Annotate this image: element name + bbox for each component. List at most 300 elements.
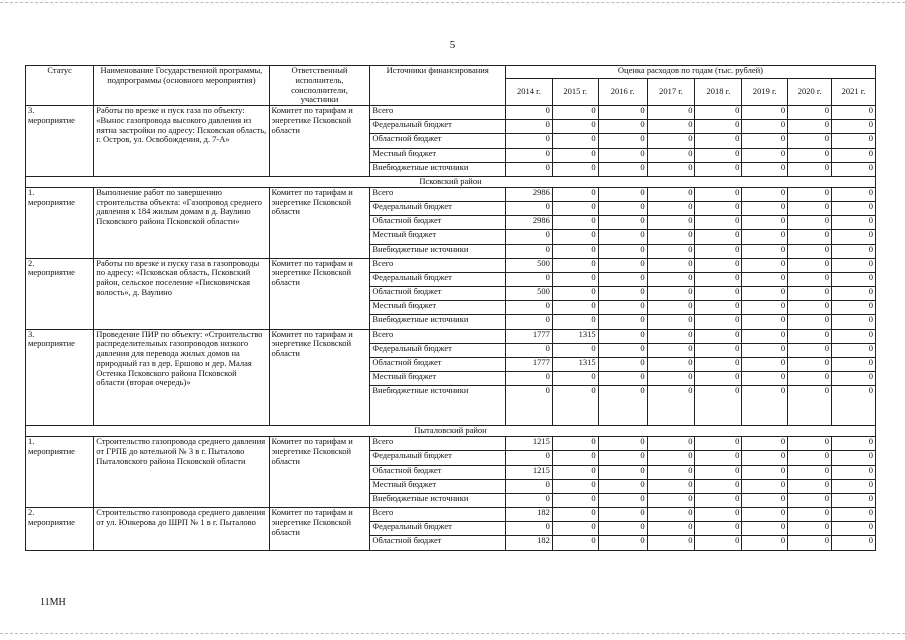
amount-cell: 500 [505, 287, 552, 301]
amount-cell: 0 [552, 522, 598, 536]
amount-cell: 0 [742, 272, 788, 286]
amount-cell: 0 [647, 258, 695, 272]
amount-cell: 0 [742, 465, 788, 479]
amount-cell: 0 [505, 522, 552, 536]
entry-status: 2. мероприятие [26, 508, 94, 551]
funding-source: Всего [370, 106, 506, 120]
funding-source: Местный бюджет [370, 230, 506, 244]
amount-cell: 0 [552, 244, 598, 258]
amount-cell: 0 [647, 508, 695, 522]
entry-responsible: Комитет по тарифам и энергетике Псковской области [269, 258, 370, 329]
amount-cell: 0 [695, 201, 742, 215]
header-year: 2020 г. [788, 79, 832, 106]
amount-cell: 0 [788, 465, 832, 479]
amount-cell: 0 [552, 451, 598, 465]
entry-status: 3. мероприятие [26, 329, 94, 426]
amount-cell: 0 [831, 493, 875, 507]
amount-cell: 0 [552, 272, 598, 286]
entry-responsible: Комитет по тарифам и энергетике Псковской области [269, 437, 370, 508]
amount-cell: 0 [742, 451, 788, 465]
funding-source: Областной бюджет [370, 134, 506, 148]
amount-cell: 0 [742, 301, 788, 315]
amount-cell: 0 [695, 465, 742, 479]
amount-cell: 0 [742, 287, 788, 301]
amount-cell: 0 [505, 493, 552, 507]
amount-cell: 0 [788, 134, 832, 148]
amount-cell: 0 [505, 386, 552, 426]
amount-cell: 0 [742, 258, 788, 272]
section-heading-row [26, 177, 876, 188]
section-heading: Псковский район [26, 177, 876, 188]
amount-cell: 0 [647, 272, 695, 286]
amount-cell: 0 [695, 508, 742, 522]
funding-source: Федеральный бюджет [370, 120, 506, 134]
amount-cell: 0 [788, 230, 832, 244]
amount-cell: 0 [742, 437, 788, 451]
amount-cell: 0 [695, 187, 742, 201]
amount-cell: 0 [505, 201, 552, 215]
amount-cell: 0 [788, 148, 832, 162]
amount-cell: 0 [598, 287, 647, 301]
amount-cell: 0 [552, 134, 598, 148]
amount-cell: 0 [598, 522, 647, 536]
entry-responsible: Комитет по тарифам и энергетике Псковской области [269, 508, 370, 551]
funding-source: Областной бюджет [370, 216, 506, 230]
amount-cell: 0 [695, 106, 742, 120]
amount-cell: 0 [831, 315, 875, 329]
entry-name: Строительство газопровода среднего давления от ул. Юнкерова до ШРП № 1 в г. Пыталово [94, 508, 269, 551]
amount-cell: 0 [831, 358, 875, 372]
amount-cell: 0 [695, 272, 742, 286]
amount-cell: 0 [598, 343, 647, 357]
amount-cell: 0 [695, 493, 742, 507]
amount-cell: 0 [788, 106, 832, 120]
amount-cell: 0 [598, 244, 647, 258]
amount-cell: 1215 [505, 465, 552, 479]
amount-cell: 1315 [552, 358, 598, 372]
amount-cell: 0 [831, 258, 875, 272]
table-row [26, 508, 876, 522]
amount-cell: 500 [505, 258, 552, 272]
table-header [26, 66, 876, 106]
amount-cell: 0 [831, 437, 875, 451]
funding-source: Внебюджетные источники [370, 315, 506, 329]
amount-cell: 0 [647, 386, 695, 426]
amount-cell: 0 [695, 536, 742, 550]
header-estimate: Оценка расходов по годам (тыс. рублей) [505, 66, 875, 79]
amount-cell: 0 [552, 372, 598, 386]
amount-cell: 0 [695, 451, 742, 465]
amount-cell: 0 [695, 479, 742, 493]
funding-source: Всего [370, 508, 506, 522]
amount-cell: 0 [552, 230, 598, 244]
amount-cell: 0 [598, 106, 647, 120]
amount-cell: 0 [505, 272, 552, 286]
amount-cell: 182 [505, 508, 552, 522]
entry-status: 1. мероприятие [26, 437, 94, 508]
amount-cell: 0 [505, 230, 552, 244]
amount-cell: 0 [647, 465, 695, 479]
header-year: 2021 г. [831, 79, 875, 106]
funding-source: Местный бюджет [370, 372, 506, 386]
funding-source: Федеральный бюджет [370, 343, 506, 357]
funding-source: Внебюджетные источники [370, 493, 506, 507]
header-year: 2018 г. [695, 79, 742, 106]
amount-cell: 0 [695, 522, 742, 536]
amount-cell: 0 [695, 216, 742, 230]
amount-cell: 0 [831, 216, 875, 230]
amount-cell: 0 [552, 343, 598, 357]
amount-cell: 0 [831, 287, 875, 301]
entry-name: Проведение ПИР по объекту: «Строительство распределительных газопроводов низкого давления для перевода жилых домов на природный газ в дер. Ершово и дер. Малая Остенка Псковского района Псковской области (вторая очередь)» [94, 329, 269, 426]
amount-cell: 0 [831, 272, 875, 286]
funding-source: Местный бюджет [370, 479, 506, 493]
amount-cell: 0 [552, 508, 598, 522]
amount-cell: 0 [742, 343, 788, 357]
amount-cell: 0 [831, 301, 875, 315]
amount-cell: 0 [598, 536, 647, 550]
amount-cell: 0 [788, 386, 832, 426]
amount-cell: 0 [742, 493, 788, 507]
amount-cell: 0 [742, 522, 788, 536]
entry-name: Выполнение работ по завершению строительства объекта: «Газопровод среднего давления к 184 жилым домам в д. Ваулино Псковского района Псковской области» [94, 187, 269, 258]
amount-cell: 0 [742, 106, 788, 120]
header-sources: Источники финансирования [370, 66, 506, 106]
amount-cell: 0 [788, 162, 832, 176]
amount-cell: 0 [598, 329, 647, 343]
amount-cell: 0 [647, 201, 695, 215]
amount-cell: 0 [552, 148, 598, 162]
header-year: 2017 г. [647, 79, 695, 106]
amount-cell: 0 [695, 343, 742, 357]
amount-cell: 0 [831, 372, 875, 386]
amount-cell: 0 [742, 508, 788, 522]
amount-cell: 0 [647, 244, 695, 258]
amount-cell: 0 [742, 372, 788, 386]
amount-cell: 1777 [505, 329, 552, 343]
funding-source: Федеральный бюджет [370, 451, 506, 465]
amount-cell: 0 [552, 106, 598, 120]
amount-cell: 0 [505, 301, 552, 315]
amount-cell: 0 [695, 386, 742, 426]
amount-cell: 0 [788, 201, 832, 215]
amount-cell: 0 [831, 244, 875, 258]
header-year: 2016 г. [598, 79, 647, 106]
amount-cell: 0 [598, 201, 647, 215]
amount-cell: 0 [831, 343, 875, 357]
header-status: Статус [26, 66, 94, 106]
amount-cell: 0 [831, 451, 875, 465]
funding-source: Областной бюджет [370, 465, 506, 479]
amount-cell: 0 [831, 187, 875, 201]
amount-cell: 0 [647, 134, 695, 148]
amount-cell: 0 [831, 134, 875, 148]
amount-cell: 0 [647, 522, 695, 536]
funding-source: Местный бюджет [370, 148, 506, 162]
funding-source: Федеральный бюджет [370, 522, 506, 536]
amount-cell: 0 [695, 258, 742, 272]
scan-bottom-edge [0, 633, 905, 634]
entry-name: Работы по врезке и пуск газа по объекту: «Вынос газопровода высокого давления из пятна застройки по адресу: Псковская область, г. Остров, ул. Освобождения, д. 7-А» [94, 106, 269, 177]
amount-cell: 0 [552, 120, 598, 134]
amount-cell: 1777 [505, 358, 552, 372]
amount-cell: 0 [695, 244, 742, 258]
amount-cell: 0 [505, 451, 552, 465]
table-row [26, 329, 876, 343]
funding-source: Федеральный бюджет [370, 201, 506, 215]
amount-cell: 0 [598, 301, 647, 315]
amount-cell: 0 [831, 162, 875, 176]
footer-code: 11МН [40, 597, 66, 608]
amount-cell: 1315 [552, 329, 598, 343]
amount-cell: 0 [788, 437, 832, 451]
page-number: 5 [449, 39, 456, 51]
amount-cell: 0 [598, 272, 647, 286]
funding-source: Областной бюджет [370, 536, 506, 550]
amount-cell: 0 [647, 451, 695, 465]
amount-cell: 0 [505, 134, 552, 148]
amount-cell: 0 [552, 493, 598, 507]
amount-cell: 0 [788, 272, 832, 286]
amount-cell: 0 [831, 536, 875, 550]
amount-cell: 0 [695, 120, 742, 134]
amount-cell: 2986 [505, 216, 552, 230]
amount-cell: 2986 [505, 187, 552, 201]
amount-cell: 0 [695, 148, 742, 162]
amount-cell: 0 [552, 162, 598, 176]
amount-cell: 0 [598, 358, 647, 372]
amount-cell: 0 [695, 230, 742, 244]
amount-cell: 0 [831, 508, 875, 522]
amount-cell: 0 [788, 493, 832, 507]
entry-status: 2. мероприятие [26, 258, 94, 329]
amount-cell: 0 [742, 148, 788, 162]
amount-cell: 0 [831, 106, 875, 120]
amount-cell: 0 [788, 451, 832, 465]
section-heading-row [26, 426, 876, 437]
table-row [26, 437, 876, 451]
amount-cell: 0 [598, 315, 647, 329]
amount-cell: 0 [598, 508, 647, 522]
amount-cell: 0 [742, 134, 788, 148]
amount-cell: 0 [788, 258, 832, 272]
amount-cell: 0 [505, 315, 552, 329]
table-row [26, 258, 876, 272]
amount-cell: 0 [552, 187, 598, 201]
amount-cell: 0 [831, 148, 875, 162]
amount-cell: 0 [598, 148, 647, 162]
amount-cell: 0 [831, 465, 875, 479]
amount-cell: 0 [788, 120, 832, 134]
amount-cell: 0 [647, 343, 695, 357]
amount-cell: 0 [598, 451, 647, 465]
funding-source: Внебюджетные источники [370, 162, 506, 176]
amount-cell: 0 [831, 386, 875, 426]
amount-cell: 0 [598, 258, 647, 272]
funding-source: Всего [370, 187, 506, 201]
amount-cell: 0 [598, 120, 647, 134]
amount-cell: 0 [788, 536, 832, 550]
funding-source: Всего [370, 258, 506, 272]
amount-cell: 0 [695, 134, 742, 148]
section-heading: Пыталовский район [26, 426, 876, 437]
amount-cell: 0 [742, 120, 788, 134]
entry-name: Строительство газопровода среднего давления от ГРПБ до котельной № 3 в г. Пыталово Пыталовского района Псковской области [94, 437, 269, 508]
amount-cell: 0 [788, 329, 832, 343]
amount-cell: 0 [552, 258, 598, 272]
amount-cell: 0 [695, 358, 742, 372]
amount-cell: 182 [505, 536, 552, 550]
table-row [26, 106, 876, 120]
amount-cell: 0 [647, 315, 695, 329]
amount-cell: 0 [647, 120, 695, 134]
table-row [26, 187, 876, 201]
amount-cell: 0 [505, 148, 552, 162]
amount-cell: 0 [647, 493, 695, 507]
amount-cell: 0 [647, 287, 695, 301]
amount-cell: 0 [598, 230, 647, 244]
amount-cell: 0 [598, 386, 647, 426]
amount-cell: 0 [742, 216, 788, 230]
amount-cell: 0 [788, 301, 832, 315]
expenditure-table [25, 65, 876, 551]
amount-cell: 0 [788, 216, 832, 230]
amount-cell: 0 [831, 120, 875, 134]
amount-cell: 0 [647, 216, 695, 230]
amount-cell: 0 [831, 479, 875, 493]
amount-cell: 0 [788, 508, 832, 522]
amount-cell: 0 [695, 437, 742, 451]
header-year: 2015 г. [552, 79, 598, 106]
entry-responsible: Комитет по тарифам и энергетике Псковской области [269, 106, 370, 177]
funding-source: Внебюджетные источники [370, 386, 506, 426]
funding-source: Областной бюджет [370, 287, 506, 301]
amount-cell: 0 [695, 329, 742, 343]
amount-cell: 0 [647, 358, 695, 372]
amount-cell: 0 [647, 437, 695, 451]
amount-cell: 0 [505, 343, 552, 357]
amount-cell: 0 [598, 216, 647, 230]
amount-cell: 0 [695, 315, 742, 329]
amount-cell: 0 [831, 522, 875, 536]
amount-cell: 0 [788, 244, 832, 258]
funding-source: Внебюджетные источники [370, 244, 506, 258]
amount-cell: 0 [598, 493, 647, 507]
entry-responsible: Комитет по тарифам и энергетике Псковской области [269, 329, 370, 426]
amount-cell: 0 [788, 287, 832, 301]
amount-cell: 0 [647, 106, 695, 120]
amount-cell: 0 [552, 437, 598, 451]
amount-cell: 0 [742, 358, 788, 372]
amount-cell: 0 [742, 244, 788, 258]
amount-cell: 0 [742, 201, 788, 215]
amount-cell: 0 [742, 230, 788, 244]
amount-cell: 0 [788, 358, 832, 372]
amount-cell: 0 [552, 287, 598, 301]
header-name: Наименование Государственной программы, подпрограммы (основного мероприятия) [94, 66, 269, 106]
amount-cell: 0 [505, 120, 552, 134]
funding-source: Областной бюджет [370, 358, 506, 372]
scan-top-edge [0, 2, 905, 3]
amount-cell: 0 [647, 479, 695, 493]
amount-cell: 0 [788, 187, 832, 201]
amount-cell: 0 [647, 301, 695, 315]
amount-cell: 0 [831, 329, 875, 343]
amount-cell: 0 [742, 479, 788, 493]
funding-source: Местный бюджет [370, 301, 506, 315]
amount-cell: 0 [552, 315, 598, 329]
entry-name: Работы по врезке и пуску газа в газопроводы по адресу: «Псковская область, Псковский район, сельское поселение «Писковичская волость», д. Ваулино [94, 258, 269, 329]
funding-source: Всего [370, 437, 506, 451]
funding-source: Всего [370, 329, 506, 343]
amount-cell: 0 [695, 372, 742, 386]
amount-cell: 0 [742, 536, 788, 550]
amount-cell: 0 [788, 479, 832, 493]
amount-cell: 0 [788, 343, 832, 357]
amount-cell: 0 [647, 372, 695, 386]
amount-cell: 0 [552, 536, 598, 550]
amount-cell: 0 [598, 479, 647, 493]
amount-cell: 0 [742, 386, 788, 426]
amount-cell: 0 [552, 465, 598, 479]
amount-cell: 0 [647, 536, 695, 550]
amount-cell: 0 [695, 287, 742, 301]
amount-cell: 0 [552, 201, 598, 215]
amount-cell: 0 [552, 479, 598, 493]
amount-cell: 0 [505, 244, 552, 258]
amount-cell: 0 [788, 522, 832, 536]
header-year: 2019 г. [742, 79, 788, 106]
entry-responsible: Комитет по тарифам и энергетике Псковской области [269, 187, 370, 258]
amount-cell: 0 [831, 230, 875, 244]
amount-cell: 0 [552, 301, 598, 315]
amount-cell: 0 [598, 437, 647, 451]
amount-cell: 0 [742, 162, 788, 176]
amount-cell: 0 [695, 301, 742, 315]
table-body [26, 106, 876, 551]
amount-cell: 0 [647, 148, 695, 162]
header-responsible: Ответственный исполнитель, соисполнители, участники [269, 66, 370, 106]
amount-cell: 0 [505, 106, 552, 120]
amount-cell: 0 [552, 386, 598, 426]
header-year: 2014 г. [505, 79, 552, 106]
amount-cell: 0 [742, 187, 788, 201]
amount-cell: 0 [598, 187, 647, 201]
amount-cell: 0 [647, 187, 695, 201]
amount-cell: 0 [695, 162, 742, 176]
amount-cell: 0 [831, 201, 875, 215]
amount-cell: 0 [647, 230, 695, 244]
entry-status: 3. мероприятие [26, 106, 94, 177]
funding-source: Федеральный бюджет [370, 272, 506, 286]
amount-cell: 0 [788, 372, 832, 386]
amount-cell: 0 [598, 134, 647, 148]
amount-cell: 0 [505, 162, 552, 176]
amount-cell: 1215 [505, 437, 552, 451]
amount-cell: 0 [742, 329, 788, 343]
amount-cell: 0 [505, 372, 552, 386]
amount-cell: 0 [598, 465, 647, 479]
amount-cell: 0 [647, 162, 695, 176]
amount-cell: 0 [598, 372, 647, 386]
entry-status: 1. мероприятие [26, 187, 94, 258]
amount-cell: 0 [788, 315, 832, 329]
amount-cell: 0 [647, 329, 695, 343]
amount-cell: 0 [505, 479, 552, 493]
amount-cell: 0 [598, 162, 647, 176]
amount-cell: 0 [552, 216, 598, 230]
amount-cell: 0 [742, 315, 788, 329]
